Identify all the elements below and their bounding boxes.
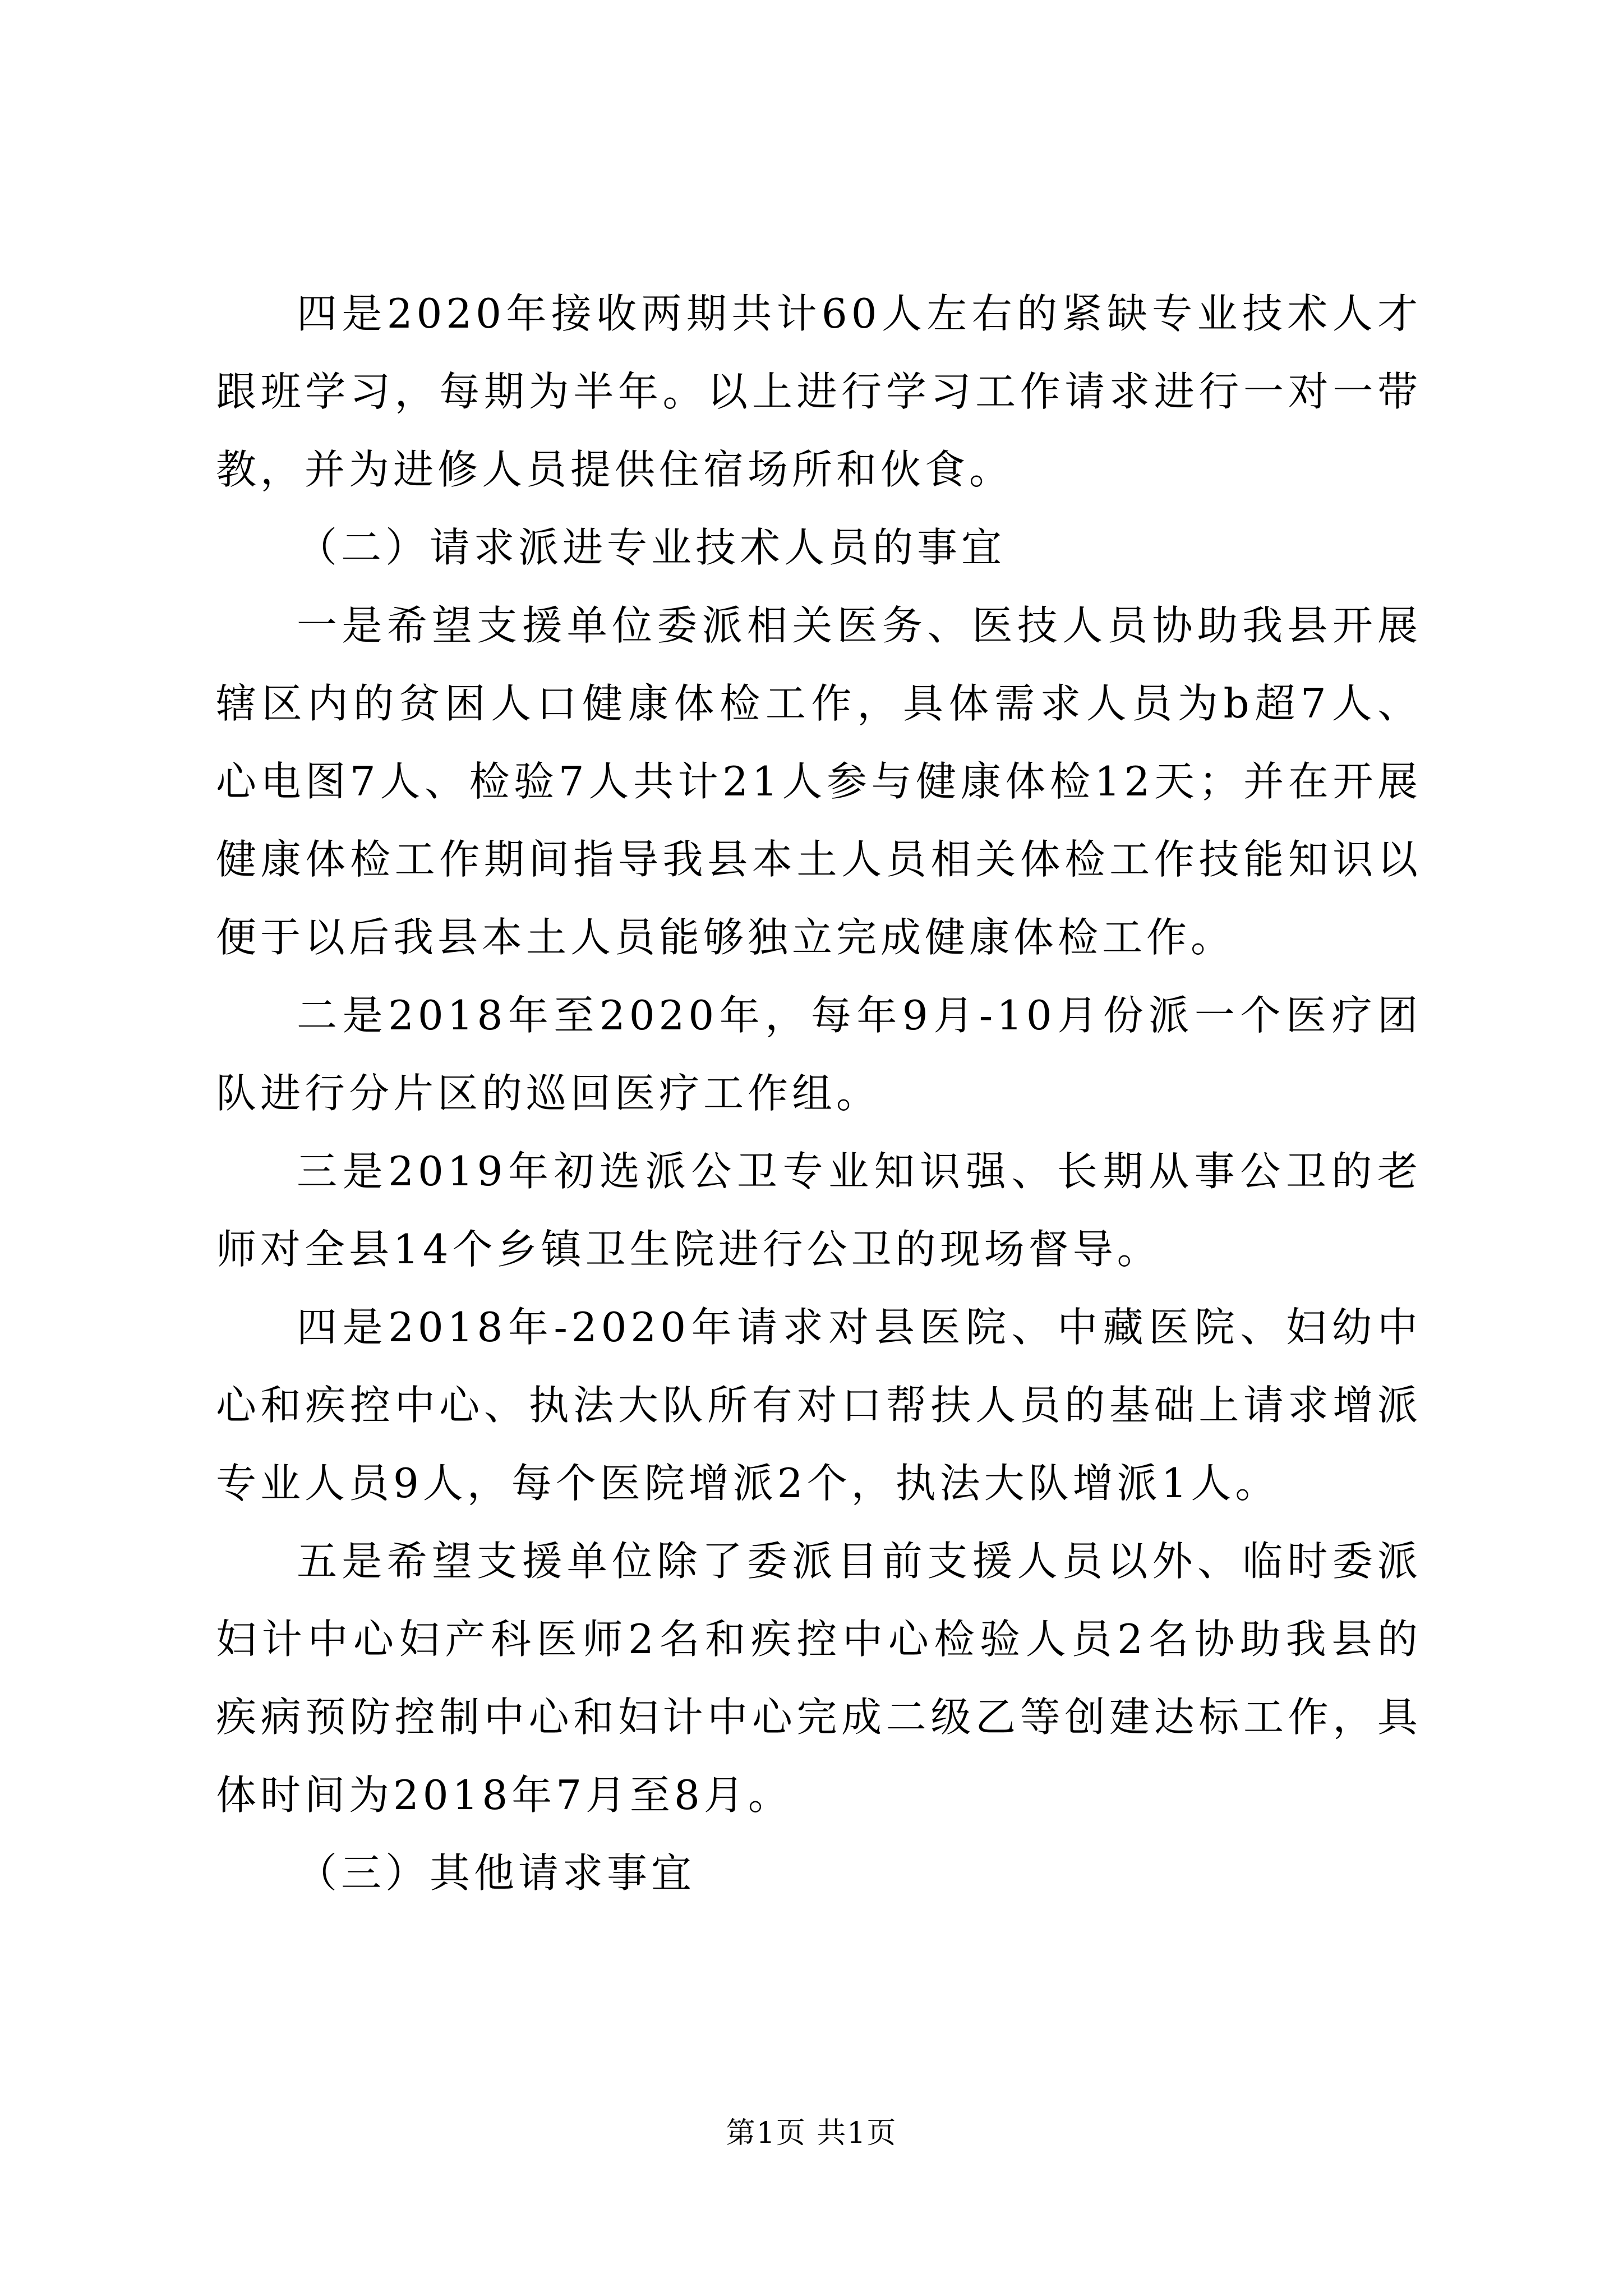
- page-footer: 第1页 共1页: [726, 2116, 897, 2150]
- section-heading-other-requests: （三）其他请求事宜: [297, 1849, 696, 1897]
- paragraph-item-4-extra-staff: 四是2018年-2020年请求对县医院、中藏医院、妇幼中心和疾控中心、执法大队所有对口帮扶人员的基础上请求增派专业人员9人，每个医院增派2个，执法大队增派1人。: [216, 1304, 1422, 1507]
- paragraph-item-3-public-health: 三是2019年初选派公卫专业知识强、长期从事公卫的老师对全县14个乡镇卫生院进行公卫的现场督导。: [216, 1148, 1422, 1273]
- paragraph-item-5-accreditation: 五是希望支援单位除了委派目前支援人员以外、临时委派妇计中心妇产科医师2名和疾控中心检验人员2名协助我县的疾病预防控制中心和妇计中心完成二级乙等创建达标工作，具体时间为2018年7月至8月。: [216, 1538, 1422, 1819]
- document-body: [216, 275, 1422, 1912]
- paragraph-item-1-health-check: 一是希望支援单位委派相关医务、医技人员协助我县开展辖区内的贫困人口健康体检工作，具体需求人员为b超7人、心电图7人、检验7人共计21人参与健康体检12天；并在开展健康体检工作期间指导我县本土人员相关体检工作技能知识以便于以后我县本土人员能够独立完成健康体检工作。: [216, 602, 1422, 961]
- section-heading-dispatch-staff: （二）请求派进专业技术人员的事宜: [297, 524, 1006, 571]
- paragraph-item-2-medical-team: 二是2018年至2020年，每年9月-10月份派一个医疗团队进行分片区的巡回医疗工作组。: [216, 992, 1422, 1117]
- paragraph-item-4-training: 四是2020年接收两期共计60人左右的紧缺专业技术人才跟班学习，每期为半年。以上进行学习工作请求进行一对一带教，并为进修人员提供住宿场所和伙食。: [216, 290, 1422, 493]
